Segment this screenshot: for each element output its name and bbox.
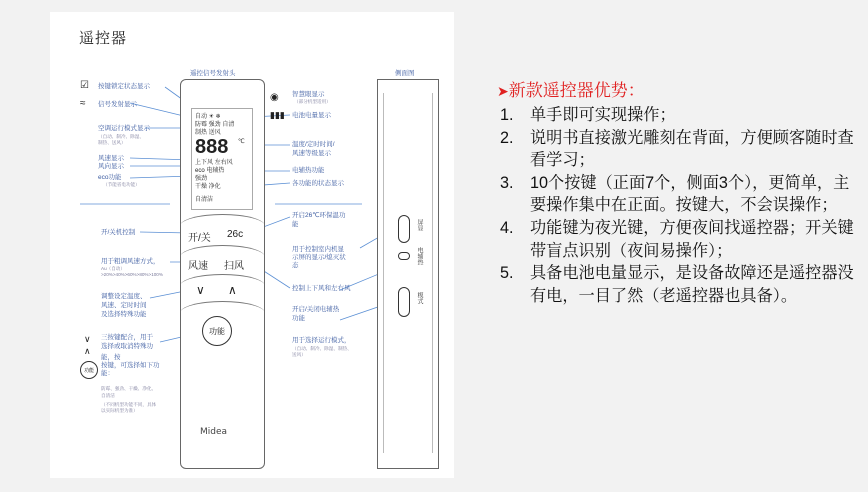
power-button[interactable]: 开/关 [188,233,211,244]
cap-combo-4: 按键，可选择如下功 [101,362,160,369]
arrow-bullet-icon: ➤ [497,83,509,99]
cap-combo-6: 防霉、强劲、干燥、净化、 [101,386,157,391]
cap-26-1: 开启26℃环保温功 [292,212,346,219]
cap-display-3: 态 [292,262,299,269]
cap-combo-1: 三按键配合，用于 [101,334,153,341]
button-divider [180,274,265,298]
cap-combo-3: 能，按 [101,354,121,361]
cap-temp-1: 温度/定时时间/ [292,141,335,148]
cap-adjust-3: 及选择特殊功能 [101,311,147,318]
eye-icon: ◉ [270,92,279,103]
list-item-text: 说明书直接激光雕刻在背面，方便顾客随时查看学习； [530,128,854,170]
lcd-screen [191,108,253,210]
chevron-up-icon: ∧ [84,346,91,356]
lcd-row2: 防霉 强劲 自清 [195,122,235,128]
mode-button[interactable] [398,287,410,317]
cap-eco-detail: （节能省电功能） [103,182,140,187]
cap-temp-2: 风速等级显示 [292,150,331,157]
list-item-number: 3. [500,173,514,192]
eco26-button[interactable]: 26c [227,229,244,240]
cap-fan-dir: 风向显示 [98,163,124,170]
lcd-row8: 自清洁 [195,197,214,203]
list-item-text: 10个按键（正面7个，侧面3个），更简单，主要操作集中在正面。按键大，不会误操作； [530,173,850,215]
cap-display-2: 示屏的显示/熄灭状 [292,254,346,261]
advantages-heading [497,78,857,104]
lcd-row3: 制热 送风 [195,130,221,136]
battery-icon: ▮▮▮ [270,110,285,120]
list-item-number: 4. [500,218,514,237]
cap-fan-levels: Au（自动）>20%>40%>60%>80%>100% [101,266,163,277]
list-item [497,127,857,172]
cap-power: 开/关机控制 [101,229,136,236]
cap-combo-8: （不同机型功能不同，具体以实际机型为准） [101,402,157,413]
cap-mode-detail: （自动、制冷、除湿、制热、送风） [98,134,144,145]
lcd-row6: 强劲 [195,176,208,182]
side-title: 侧面图 [395,70,415,77]
advantages-section [497,78,857,307]
function-button[interactable]: 功能 [202,316,232,346]
cap-combo-2: 选择或取消特殊功 [101,343,153,350]
cap-adjust-1: 调整设定温度、 [101,293,147,300]
brand-logo: Midea [200,427,228,437]
advantages-heading-text: 新款遥控器优势： [508,81,645,100]
temp-up-button[interactable]: ∧ [228,283,237,297]
chevron-down-icon: ∨ [84,334,91,344]
cap-mode-select-detail: （自动、制冷、除湿、制热、送风） [292,346,352,357]
display-button[interactable] [398,215,410,243]
cap-combo-5: 能： [101,370,114,377]
list-item [497,217,857,262]
lcd-unit: ℃ [238,139,245,145]
lcd-digits: 888 [195,136,229,158]
lcd-row7: 干燥 净化 [195,184,221,190]
list-item-text: 功能键为夜光键，方便夜间找遥控器；开关键带盲点识别（夜间易操作）； [530,218,854,260]
cap-combo-7: 自清洁 [101,393,115,398]
list-item-number: 5. [500,264,514,283]
side-label-display: 屏显 [416,219,422,231]
list-item-text: 单手即可实现操作； [530,106,676,124]
swing-button[interactable]: 扫风 [224,261,244,272]
panel-title: 遥控器 [79,30,128,47]
cap-swing: 控制上下风和左右风 [292,285,351,292]
advantages-list [497,104,857,307]
cap-battery: 电池电量显示 [292,112,331,119]
cap-signal: 信号发射显示 [98,101,137,108]
cap-display-1: 用于控制室内机显 [292,246,344,253]
list-item-text: 具备电池电量显示，是设备故障还是遥控器没有电，一目了然（老遥控器也具备）。 [530,264,854,305]
list-item [497,104,857,127]
fan-speed-button[interactable]: 风速 [188,261,208,272]
cap-smart-eye-note: （部分机型适用） [294,99,331,104]
top-label: 遥控信号发射头 [190,70,236,77]
heater-button[interactable] [398,252,410,260]
cap-status: 各功能的状态显示 [292,180,344,187]
list-item-number: 1. [500,106,514,124]
list-item [497,262,857,307]
cap-26-2: 能 [292,221,299,228]
cap-fan-speed: 风速显示 [98,155,124,162]
wifi-icon: ≈ [80,98,86,109]
side-label-heater: 电辅热 [416,247,422,265]
temp-down-button[interactable]: ∨ [196,283,205,297]
cap-smart-eye: 智慧眼显示 [292,91,325,98]
list-item [497,172,857,217]
cap-heat-1: 开启/关闭电辅热 [292,306,340,313]
remote-side-inner [383,93,433,453]
cap-adjust-2: 风速、定时时间 [101,302,147,309]
cap-eco: eco功能 [98,174,122,181]
lock-icon: ☑ [80,80,89,91]
function-icon: 功能 [80,361,98,379]
cap-heat-2: 功能 [292,315,305,322]
cap-mode: 空调运行模式显示 [98,125,150,132]
side-label-mode: 模式 [416,292,422,304]
lcd-row4: 上下风 左右风 [195,160,233,166]
lcd-row1: 自动 ☀ ❄ [195,114,221,120]
cap-mode-select: 用于选择运行模式， [292,337,351,344]
list-item-number: 2. [500,128,514,147]
cap-fan-mode: 用于粗调风速方式， [101,258,160,265]
cap-lock: 按键锁定状态显示 [98,83,150,90]
lcd-row5: eco 电辅热 [195,168,225,174]
cap-heater: 电辅热功能 [292,167,325,174]
